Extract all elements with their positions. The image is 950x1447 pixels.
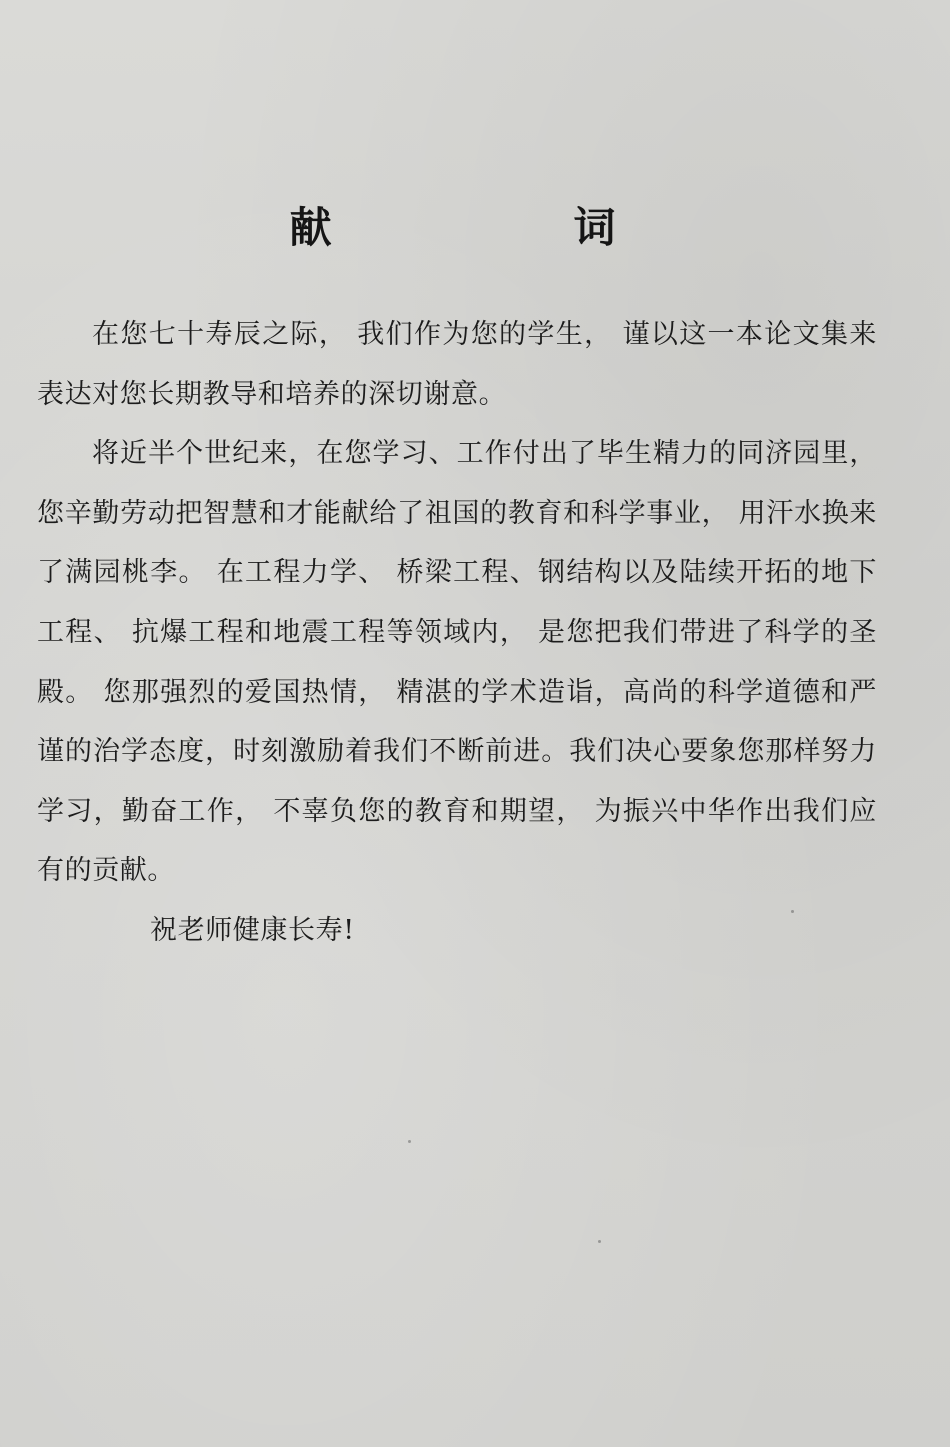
paragraph-1: 在您七十寿辰之际， 我们作为您的学生， 谨以这一本论文集来表达对您长期教导和培养的深切谢意。 bbox=[37, 319, 877, 410]
paper-speck bbox=[408, 1140, 411, 1143]
paper-speck bbox=[791, 910, 794, 913]
closing-wish: 祝老师健康长寿! bbox=[150, 914, 355, 946]
paper-speck bbox=[598, 1240, 601, 1243]
dedication-body bbox=[37, 305, 877, 961]
page-title: 献 词 bbox=[289, 203, 716, 252]
paragraph-2: 将近半个世纪来，在您学习、工作付出了毕生精力的同济园里，您辛勤劳动把智慧和才能献给了祖国的教育和科学事业， 用汗水换来了满园桃李。 在工程力学、 桥梁工程、钢结构以及陆续开拓的地下工程、 抗爆工程和地震工程等领域内， 是您把我们带进了科学的圣殿。 您那强烈的爱国热情， 精湛的学术造诣，高尚的科学道德和严谨的治学态度，时刻激励着我们不断前进。我们决心要象您那样努力学习，勤奋工作， 不辜负您的教育和期望， 为振兴中华作出我们应有的贡献。 bbox=[37, 438, 877, 887]
